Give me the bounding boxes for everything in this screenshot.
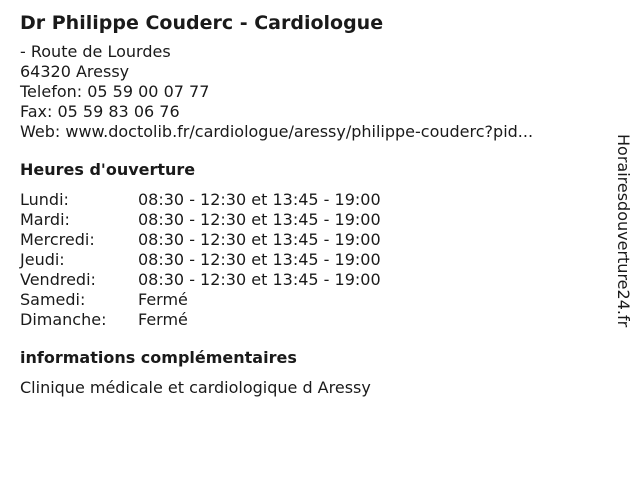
hours-row	[20, 250, 600, 270]
hours-day: Mercredi:	[20, 230, 95, 249]
phone-number: Telefon: 05 59 00 07 77	[20, 82, 210, 101]
website-link[interactable]: Web: www.doctolib.fr/cardiologue/aressy/philippe-couderc?pid...	[20, 122, 534, 141]
hours-time: 08:30 - 12:30 et 13:45 - 19:00	[138, 270, 381, 289]
site-watermark	[612, 134, 634, 374]
hours-row	[20, 230, 600, 250]
hours-day: Dimanche:	[20, 310, 107, 329]
hours-time: 08:30 - 12:30 et 13:45 - 19:00	[138, 230, 381, 249]
hours-day: Jeudi:	[20, 250, 65, 269]
business-title: Dr Philippe Couderc - Cardiologue	[20, 12, 384, 34]
hours-day: Samedi:	[20, 290, 86, 309]
hours-day: Vendredi:	[20, 270, 96, 289]
opening-hours-heading: Heures d'ouverture	[20, 160, 196, 179]
hours-time: Fermé	[138, 290, 188, 309]
hours-row	[20, 290, 600, 310]
hours-row	[20, 210, 600, 230]
hours-row	[20, 310, 600, 330]
contact-block	[20, 42, 600, 142]
hours-time: 08:30 - 12:30 et 13:45 - 19:00	[138, 250, 381, 269]
hours-row	[20, 270, 600, 290]
hours-row	[20, 190, 600, 210]
address-line-2: 64320 Aressy	[20, 62, 130, 81]
additional-info-heading: informations complémentaires	[20, 348, 297, 367]
address-line-1: - Route de Lourdes	[20, 42, 171, 61]
opening-hours-table	[20, 190, 600, 330]
hours-time: Fermé	[138, 310, 188, 329]
additional-info-text: Clinique médicale et cardiologique d Aressy	[20, 378, 371, 397]
site-watermark-text: Horairesdouverture24.fr	[614, 134, 633, 328]
hours-time: 08:30 - 12:30 et 13:45 - 19:00	[138, 210, 381, 229]
business-card	[20, 10, 600, 398]
hours-time: 08:30 - 12:30 et 13:45 - 19:00	[138, 190, 381, 209]
fax-number: Fax: 05 59 83 06 76	[20, 102, 180, 121]
hours-day: Lundi:	[20, 190, 69, 209]
hours-day: Mardi:	[20, 210, 70, 229]
